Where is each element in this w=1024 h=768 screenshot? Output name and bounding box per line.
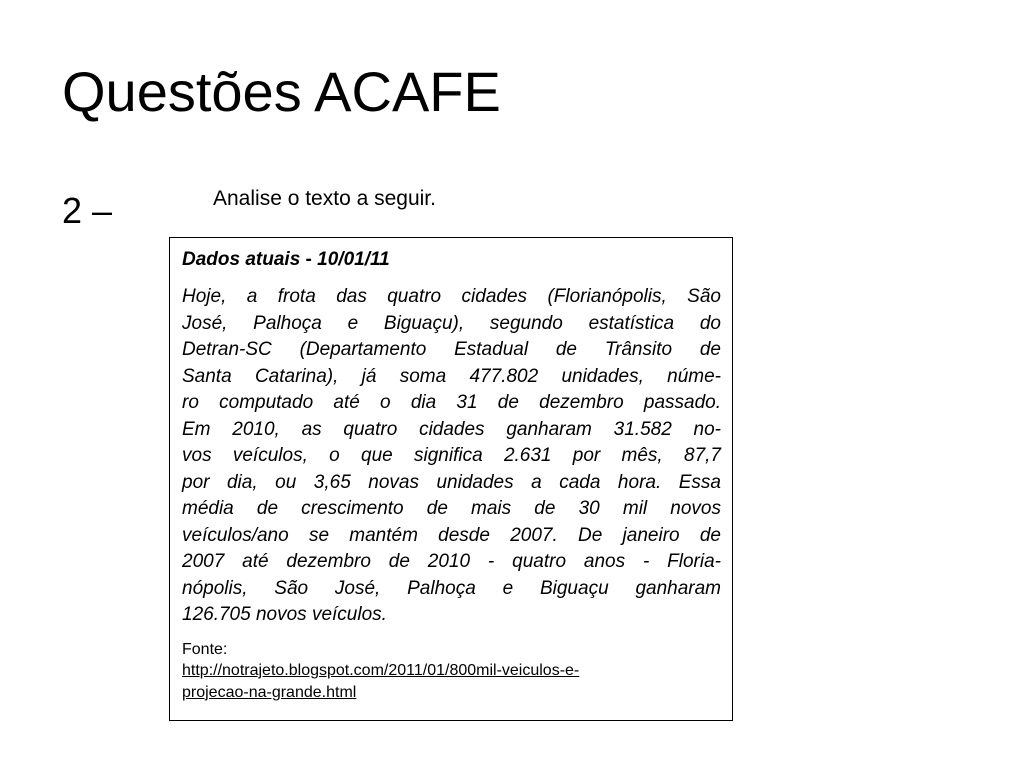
excerpt-line: vos veículos, o que significa 2.631 por mês, 87,7 [182, 445, 721, 466]
excerpt-line: nópolis, São José, Palhoça e Biguaçu ganharam [182, 577, 721, 599]
excerpt-line: ro computado até o dia 31 de dezembro passado. [182, 392, 721, 413]
excerpt-line: 2007 até dezembro de 2010 - quatro anos - Floria- [182, 551, 721, 572]
excerpt-line: veículos/ano se mantém desde 2007. De janeiro de [182, 524, 721, 546]
slide-title: Questões ACAFE [62, 60, 501, 123]
excerpt-line: Santa Catarina), já soma 477.802 unidades, núme- [182, 365, 721, 387]
excerpt-body [182, 284, 721, 629]
excerpt-line: Detran-SC (Departamento Estadual de Trânsito de [182, 339, 721, 360]
excerpt-line: por dia, ou 3,65 novas unidades a cada hora. Essa [182, 471, 721, 493]
question-instruction: Analise o texto a seguir. [213, 187, 436, 210]
excerpt-line: Em 2010, as quatro cidades ganharam 31.582 no- [182, 418, 721, 440]
excerpt-line: 126.705 novos veículos. [182, 604, 387, 625]
source-link-line-1: http://notrajeto.blogspot.com/2011/01/800mil-veiculos-e- [182, 662, 580, 679]
question-number: 2 – [62, 190, 113, 231]
source-link-line-2: projecao-na-grande.html [182, 683, 357, 701]
excerpt-line: José, Palhoça e Biguaçu), segundo estatística do [182, 312, 721, 334]
source-link[interactable] [182, 660, 720, 703]
source-citation [182, 639, 720, 704]
excerpt-heading-date: 10/01/11 [317, 249, 390, 270]
excerpt-line: Hoje, a frota das quatro cidades (Florianópolis, São [182, 286, 721, 307]
excerpt-heading-separator: - [300, 249, 318, 270]
excerpt-box [169, 237, 733, 721]
excerpt-heading-title: Dados atuais [182, 249, 301, 270]
excerpt-line: média de crescimento de mais de 30 mil novos [182, 498, 721, 519]
source-label: Fonte: [182, 640, 228, 658]
excerpt-heading [182, 248, 720, 272]
